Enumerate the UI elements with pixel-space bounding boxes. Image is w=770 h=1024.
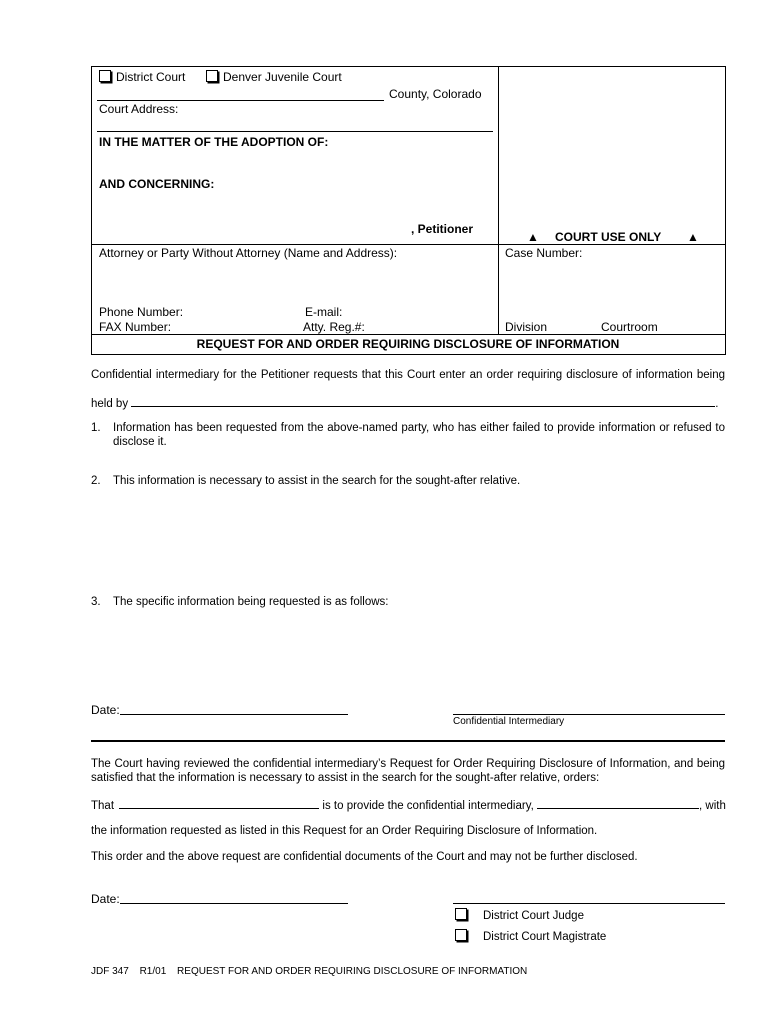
checkbox-icon[interactable] — [206, 70, 218, 82]
section-divider — [91, 740, 725, 742]
order-date-label: Date: — [91, 892, 120, 906]
county-blank[interactable] — [97, 100, 384, 101]
caption-row-border — [91, 244, 725, 245]
intro-paragraph: Confidential intermediary for the Petitioner requests that this Court enter an order requiring disclosure of information being — [91, 369, 725, 381]
item-3-number: 3. — [91, 596, 101, 608]
footer — [91, 966, 527, 977]
division-label: Division — [505, 320, 548, 334]
form-title: REQUEST FOR AND ORDER REQUIRING DISCLOSURE OF INFORMATION — [196, 337, 620, 351]
courtroom-label: Courtroom — [601, 320, 658, 334]
district-court-judge-option[interactable]: District Court Judge — [455, 908, 584, 922]
intermediary-signature-line[interactable] — [453, 714, 725, 715]
triangle-icon: ▲ — [527, 230, 539, 244]
caption-divider — [498, 66, 499, 334]
item-1-text: Information has been requested from the above-named party, who has either failed to provide information or refused to disclose it. — [113, 422, 725, 448]
email-label: E-mail: — [305, 305, 343, 319]
triangle-icon: ▲ — [687, 230, 699, 244]
court-use-only-label: COURT USE ONLY — [555, 230, 662, 244]
item-3-text: The specific information being requested is as follows: — [113, 596, 389, 608]
denver-juvenile-court-option[interactable]: Denver Juvenile Court — [206, 70, 342, 84]
request-date-label: Date: — [91, 703, 120, 717]
in-the-matter-heading: IN THE MATTER OF THE ADOPTION OF: — [99, 135, 329, 149]
district-court-option[interactable]: District Court — [99, 70, 185, 84]
caption-right-border — [725, 66, 726, 355]
order-finding: The Court having reviewed the confidential intermediary’s Request for Order Requiring Disclosure of Information, and being satisfied that the information is necessary to assist in the search for the sought-after relative, orders: — [91, 758, 725, 784]
order-date-blank[interactable] — [120, 903, 348, 904]
fax-label: FAX Number: — [99, 320, 172, 334]
case-number-label: Case Number: — [505, 246, 583, 260]
footer-title: REQUEST FOR AND ORDER REQUIRING DISCLOSURE OF INFORMATION — [177, 966, 528, 977]
item-2-number: 2. — [91, 475, 101, 487]
order-that-line: That is to provide the confidential intermediary, , with — [91, 797, 725, 812]
caption-row-border — [91, 334, 725, 335]
info-requested-line: the information requested as listed in this Request for an Order Requiring Disclosure of Information. — [91, 825, 598, 837]
district-court-magistrate-option[interactable]: District Court Magistrate — [455, 929, 606, 943]
judge-signature-line[interactable] — [453, 903, 725, 904]
item-1-number: 1. — [91, 422, 101, 434]
county-colorado-label: County, Colorado — [389, 87, 482, 101]
intermediary-name-blank[interactable] — [537, 797, 699, 809]
caption-left-border — [91, 66, 92, 355]
court-address-rule — [97, 131, 493, 132]
atty-reg-label: Atty. Reg.#: — [303, 320, 365, 334]
confidential-intermediary-caption: Confidential Intermediary — [453, 716, 565, 727]
held-by-blank[interactable] — [131, 395, 715, 407]
court-address-label: Court Address: — [99, 102, 179, 116]
checkbox-icon[interactable] — [455, 908, 467, 920]
phone-label: Phone Number: — [99, 305, 184, 319]
caption-bottom-border — [91, 354, 725, 355]
checkbox-icon[interactable] — [455, 929, 467, 941]
held-by-line: held by . — [91, 395, 719, 410]
petitioner-label: , Petitioner — [411, 222, 474, 236]
checkbox-icon[interactable] — [99, 70, 111, 82]
form-number: JDF 347 — [91, 966, 129, 977]
attorney-label: Attorney or Party Without Attorney (Name and Address): — [99, 246, 398, 260]
confidential-docs-line: This order and the above request are confidential documents of the Court and may not be further disclosed. — [91, 851, 638, 863]
party-name-blank[interactable] — [119, 797, 319, 809]
item-2-text: This information is necessary to assist in the search for the sought-after relative. — [113, 475, 521, 487]
request-date-blank[interactable] — [120, 714, 348, 715]
caption-top-border — [91, 66, 725, 67]
and-concerning-heading: AND CONCERNING: — [99, 177, 215, 191]
form-revision: R1/01 — [139, 966, 167, 977]
